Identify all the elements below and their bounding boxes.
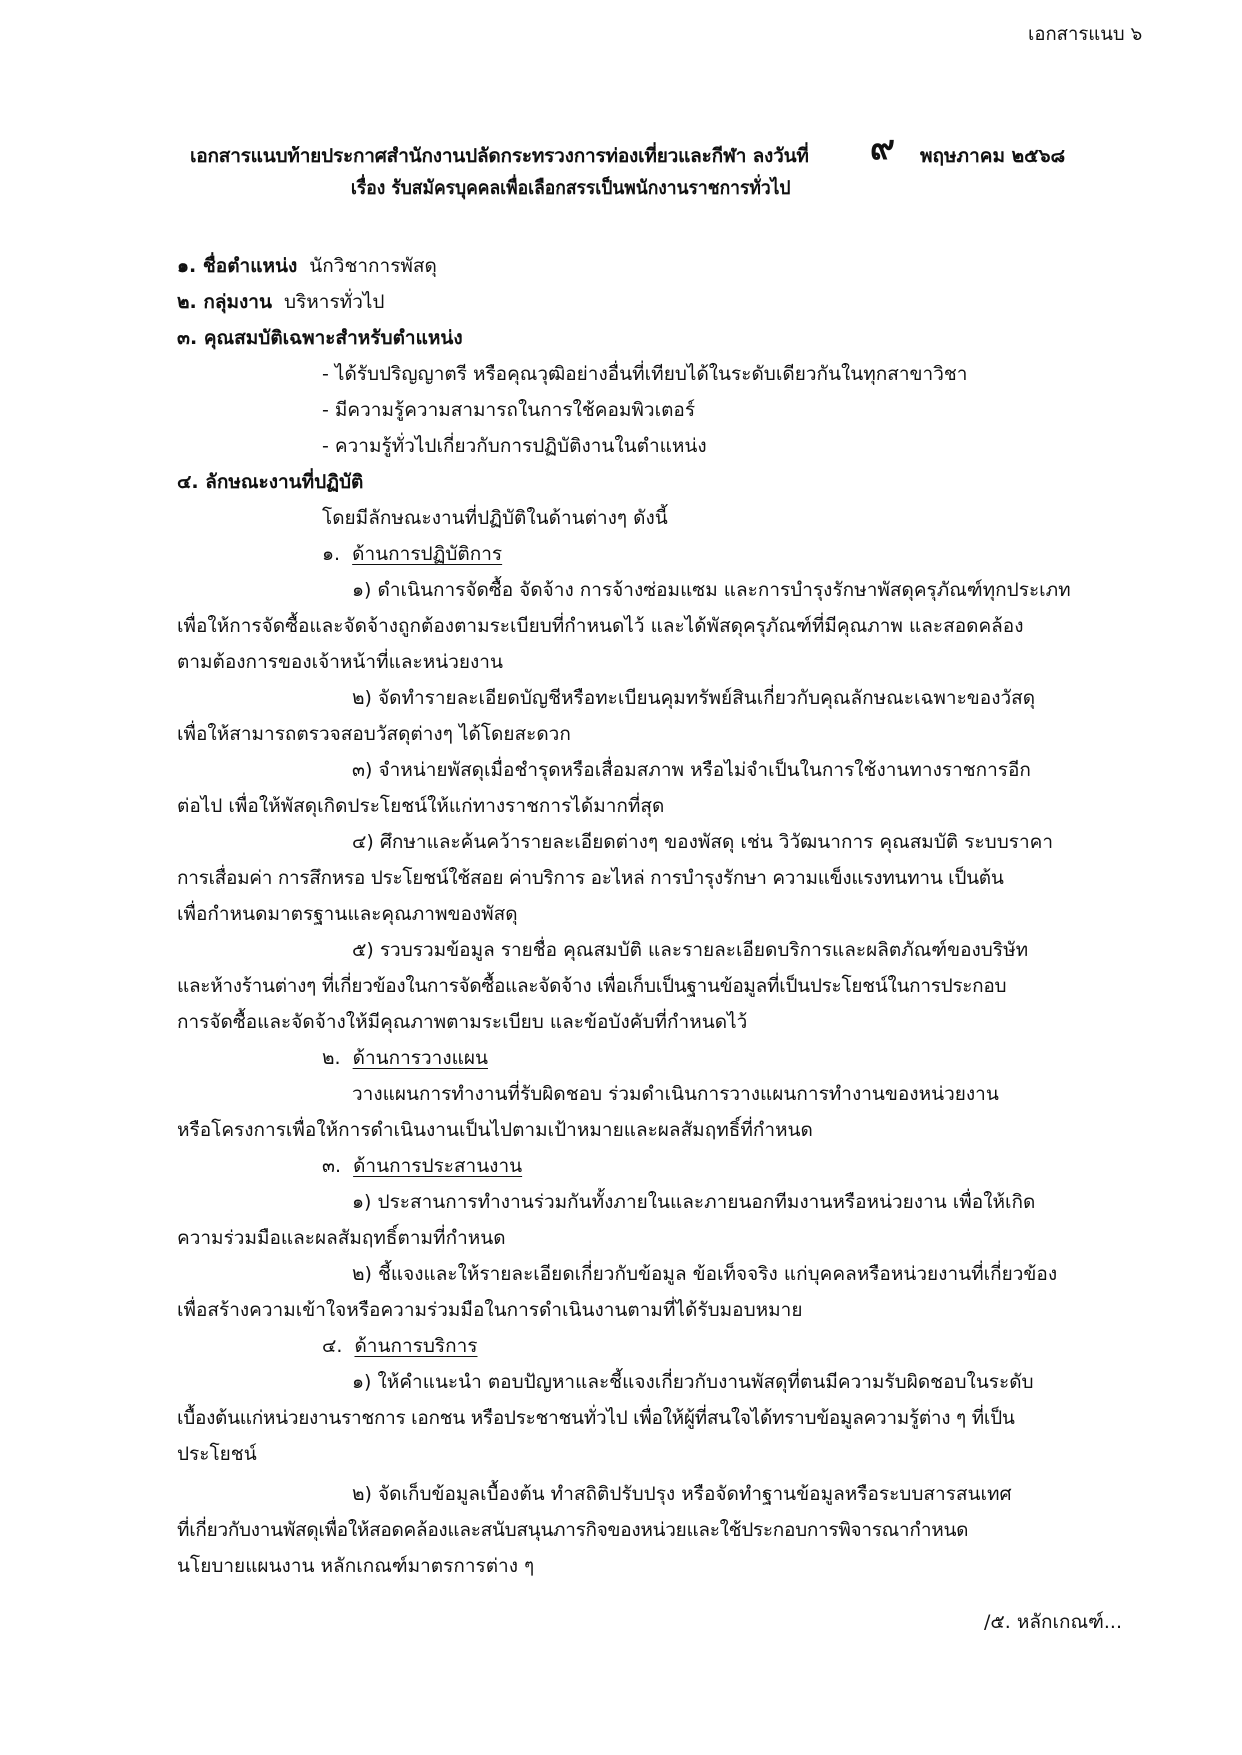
- paragraph-line: และห้างร้านต่างๆ ที่เกี่ยวข้องในการจัดซื้อและจัดจ้าง เพื่อเก็บเป็นฐานข้อมูลที่เป็นประโยชน์ในการประกอบ: [177, 975, 1007, 997]
- section-1: [177, 250, 437, 282]
- sub-heading-number: ๓.: [322, 1155, 342, 1177]
- paragraph-line: ๑) ประสานการทำงานร่วมกันทั้งภายในและภายนอกทีมงานหรือหน่วยงาน เพื่อให้เกิด: [352, 1191, 1036, 1213]
- paragraph-line: ๒) ชี้แจงและให้รายละเอียดเกี่ยวกับข้อมูล ข้อเท็จจริง แก่บุคคลหรือหน่วยงานที่เกี่ยวข้อง: [352, 1263, 1058, 1285]
- sub-heading-coordination: [322, 1150, 522, 1182]
- section-2-value: บริหารทั่วไป: [284, 291, 385, 313]
- paragraph-line: ตามต้องการของเจ้าหน้าที่และหน่วยงาน: [177, 651, 503, 673]
- section-3-label: ๓. คุณสมบัติเฉพาะสำหรับตำแหน่ง: [177, 327, 463, 349]
- paragraph-line: การจัดซื้อและจัดจ้างให้มีคุณภาพตามระเบียบ และข้อบังคับที่กำหนดไว้: [177, 1011, 748, 1033]
- paragraph-line: ๓) จำหน่ายพัสดุเมื่อชำรุดหรือเสื่อมสภาพ หรือไม่จำเป็นในการใช้งานทางราชการอีก: [352, 759, 1031, 781]
- paragraph-line: เพื่อสร้างความเข้าใจหรือความร่วมมือในการดำเนินงานตามที่ได้รับมอบหมาย: [177, 1299, 803, 1321]
- sub-heading-number: ๒.: [322, 1047, 341, 1069]
- sub-heading-title: ด้านการวางแผน: [352, 1047, 488, 1069]
- paragraph-line: ประโยชน์: [177, 1443, 257, 1465]
- sub-heading-service: [322, 1330, 478, 1362]
- paragraph-line: ต่อไป เพื่อให้พัสดุเกิดประโยชน์ให้แก่ทางราชการได้มากที่สุด: [177, 795, 665, 817]
- paragraph-line: การเสื่อมค่า การสึกหรอ ประโยชน์ใช้สอย ค่าบริการ อะไหล่ การบำรุงรักษา ความแข็งแรงทนทาน เป็นต้น: [177, 867, 1004, 889]
- paragraph-line: เบื้องต้นแก่หน่วยงานราชการ เอกชน หรือประชาชนทั่วไป เพื่อให้ผู้ที่สนใจได้ทราบข้อมูลความรู้ต่าง ๆ ที่เป็น: [177, 1407, 1015, 1429]
- continuation-marker: /๕. หลักเกณฑ์...: [983, 1611, 1122, 1633]
- section-2: [177, 286, 385, 318]
- paragraph-line: เพื่อกำหนดมาตรฐานและคุณภาพของพัสดุ: [177, 903, 518, 925]
- qualification-item: - ความรู้ทั่วไปเกี่ยวกับการปฏิบัติงานในตำแหน่ง: [322, 435, 707, 457]
- section-4-label: ๔. ลักษณะงานที่ปฏิบัติ: [177, 471, 364, 493]
- header-line-1-left: เอกสารแนบท้ายประกาศสำนักงานปลัดกระทรวงการท่องเที่ยวและกีฬา ลงวันที่: [190, 145, 809, 167]
- qualification-item: - มีความรู้ความสามารถในการใช้คอมพิวเตอร์: [322, 399, 696, 421]
- paragraph-line: ๒) จัดทำรายละเอียดบัญชีหรือทะเบียนคุมทรัพย์สินเกี่ยวกับคุณลักษณะเฉพาะของวัสดุ: [352, 687, 1036, 709]
- section-1-value: นักวิชาการพัสดุ: [309, 255, 437, 277]
- paragraph-line: ๑) ให้คำแนะนำ ตอบปัญหาและชี้แจงเกี่ยวกับงานพัสดุที่ตนมีความรับผิดชอบในระดับ: [352, 1371, 1034, 1393]
- paragraph-line: เพื่อให้การจัดซื้อและจัดจ้างถูกต้องตามระเบียบที่กำหนดไว้ และได้พัสดุครุภัณฑ์ที่มีคุณภาพ และสอดคล้อง: [177, 615, 1024, 637]
- paragraph-line: นโยบายแผนงาน หลักเกณฑ์มาตรการต่าง ๆ: [177, 1555, 535, 1577]
- header-line-2: เรื่อง รับสมัครบุคคลเพื่อเลือกสรรเป็นพนักงานราชการทั่วไป: [350, 177, 791, 199]
- paragraph-line: ๒) จัดเก็บข้อมูลเบื้องต้น ทำสถิติปรับปรุง หรือจัดทำฐานข้อมูลหรือระบบสารสนเทศ: [352, 1483, 1012, 1505]
- paragraph-line: วางแผนการทำงานที่รับผิดชอบ ร่วมดำเนินการวางแผนการทำงานของหน่วยงาน: [352, 1083, 999, 1105]
- sub-heading-title: ด้านการปฏิบัติการ: [352, 543, 503, 565]
- sub-heading-number: ๔.: [322, 1335, 343, 1357]
- paragraph-line: ๕) รวบรวมข้อมูล รายชื่อ คุณสมบัติ และรายละเอียดบริการและผลิตภัณฑ์ของบริษัท: [352, 939, 1029, 961]
- section-1-label: ๑. ชื่อตำแหน่ง: [177, 255, 298, 277]
- handwritten-day: ๙: [870, 128, 895, 168]
- paragraph-line: ๑) ดำเนินการจัดซื้อ จัดจ้าง การจ้างซ่อมแซม และการบำรุงรักษาพัสดุครุภัณฑ์ทุกประเภท: [352, 579, 1071, 601]
- paragraph-line: เพื่อให้สามารถตรวจสอบวัสดุต่างๆ ได้โดยสะดวก: [177, 723, 571, 745]
- section-4-intro: โดยมีลักษณะงานที่ปฏิบัติในด้านต่างๆ ดังนี้: [322, 507, 668, 529]
- paragraph-line: ที่เกี่ยวกับงานพัสดุเพื่อให้สอดคล้องและสนับสนุนภารกิจของหน่วยและใช้ประกอบการพิจารณากำหนด: [177, 1519, 969, 1541]
- sub-heading-operations: [322, 538, 502, 570]
- paragraph-line: หรือโครงการเพื่อให้การดำเนินงานเป็นไปตามเป้าหมายและผลสัมฤทธิ์ที่กำหนด: [177, 1119, 813, 1141]
- paragraph-line: ความร่วมมือและผลสัมฤทธิ์ตามที่กำหนด: [177, 1227, 506, 1249]
- qualification-item: - ได้รับปริญญาตรี หรือคุณวุฒิอย่างอื่นที่เทียบได้ในระดับเดียวกันในทุกสาขาวิชา: [322, 363, 968, 385]
- attachment-label: เอกสารแนบ ๖: [1027, 23, 1142, 45]
- sub-heading-title: ด้านการประสานงาน: [353, 1155, 523, 1177]
- header-line-1-right: พฤษภาคม ๒๕๖๘: [920, 145, 1066, 167]
- sub-heading-title: ด้านการบริการ: [354, 1335, 478, 1357]
- paragraph-line: ๔) ศึกษาและค้นคว้ารายละเอียดต่างๆ ของพัสดุ เช่น วิวัฒนาการ คุณสมบัติ ระบบราคา: [352, 831, 1054, 853]
- section-2-label: ๒. กลุ่มงาน: [177, 291, 272, 313]
- sub-heading-number: ๑.: [322, 543, 341, 565]
- sub-heading-planning: [322, 1042, 488, 1074]
